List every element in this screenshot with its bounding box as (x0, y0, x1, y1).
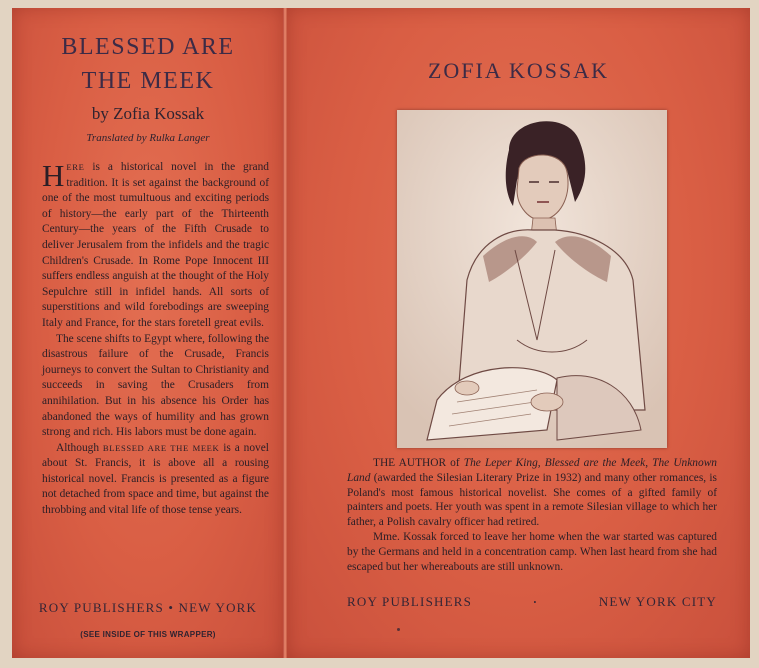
blurb-p1-text: is a historical novel in the grand tradition. It is set against the background of one of the most tumultuous and exciting periods of history—the early part of the Thirteenth Century—the years of the Fifth Crusade to deliver Jerusalem from the infidels and the tragic Children's Crusade. In Rome Pope Innocent III suffers endless anguish at the thought of the Holy Sepulchre still in infidel hands. All sorts of superstitions and wild forebodings are sweeping Italy and France, for the stars foretell great evils. (42, 161, 269, 329)
author-name-heading: ZOFIA KOSSAK (427, 58, 610, 83)
blurb-paragraph-3 (42, 441, 269, 519)
publisher-bullet: • (533, 597, 538, 607)
flap-publisher: ROY PUBLISHERS • NEW YORK (38, 600, 258, 615)
front-cover (287, 8, 750, 658)
bio-book-titles: The Leper King, Blessed are the Meek, The Unknown Land (347, 457, 717, 484)
author-portrait (397, 110, 667, 448)
drop-cap: H (42, 158, 65, 193)
flap-translator: Translated by Rulka Langer (86, 132, 210, 144)
flap-title-line2: THE MEEK (81, 68, 215, 94)
blurb-p3-text: is a novel about St. Francis, it is above all a rousing historical novel. Francis is presented as a figure not detached from space and time, but against the throbbing and vital life of those tense years. (42, 441, 269, 517)
flap-wrapper-note: (SEE INSIDE OF THIS WRAPPER) (80, 630, 216, 639)
print-speck (397, 628, 400, 631)
portrait-drawing (397, 110, 667, 448)
flap-book-title (12, 30, 284, 98)
publisher-city: NEW YORK CITY (598, 594, 717, 609)
blurb-paragraph-2: The scene shifts to Egypt where, following the disastrous failure of the Crusade, Francis journeys to convert the Sultan to Christianity and succeeds in saving the Crusaders from annihilation. But in his absence his Order has abandoned the ways of humility and has grown strong and rich. His labors must be done again. (42, 332, 269, 439)
publisher-name: ROY PUBLISHERS (347, 594, 473, 609)
author-bio (347, 456, 717, 574)
blurb-smallcaps-lead: ERE (66, 162, 85, 172)
flap-byline: by Zofia Kossak (91, 104, 205, 123)
blurb-p3-title: BLESSED ARE THE MEEK (102, 442, 220, 453)
flap-title-line1: BLESSED ARE (61, 34, 235, 60)
blurb-paragraph-1 (42, 160, 269, 332)
front-publisher (347, 594, 717, 610)
back-flap (12, 8, 284, 658)
flap-blurb (42, 160, 269, 519)
bio-p1-text: (awarded the Silesian Literary Prize in 1932) and many other romances, is Poland's most famous historical novelist. She comes of a gifted family of painters and poets. Her youth was spent in a remote Silesian village to which her father, a Polish cavalry officer had retired. (347, 471, 717, 529)
bio-p1-start: THE AUTHOR of (373, 457, 464, 469)
bio-paragraph-1 (347, 456, 717, 530)
blurb-p3-start: Although (56, 441, 103, 454)
bio-paragraph-2: Mme. Kossak forced to leave her home when the war started was captured by the Germans and held in a concentration camp. When last heard from she had escaped but her whereabouts are still unknown. (347, 530, 717, 573)
